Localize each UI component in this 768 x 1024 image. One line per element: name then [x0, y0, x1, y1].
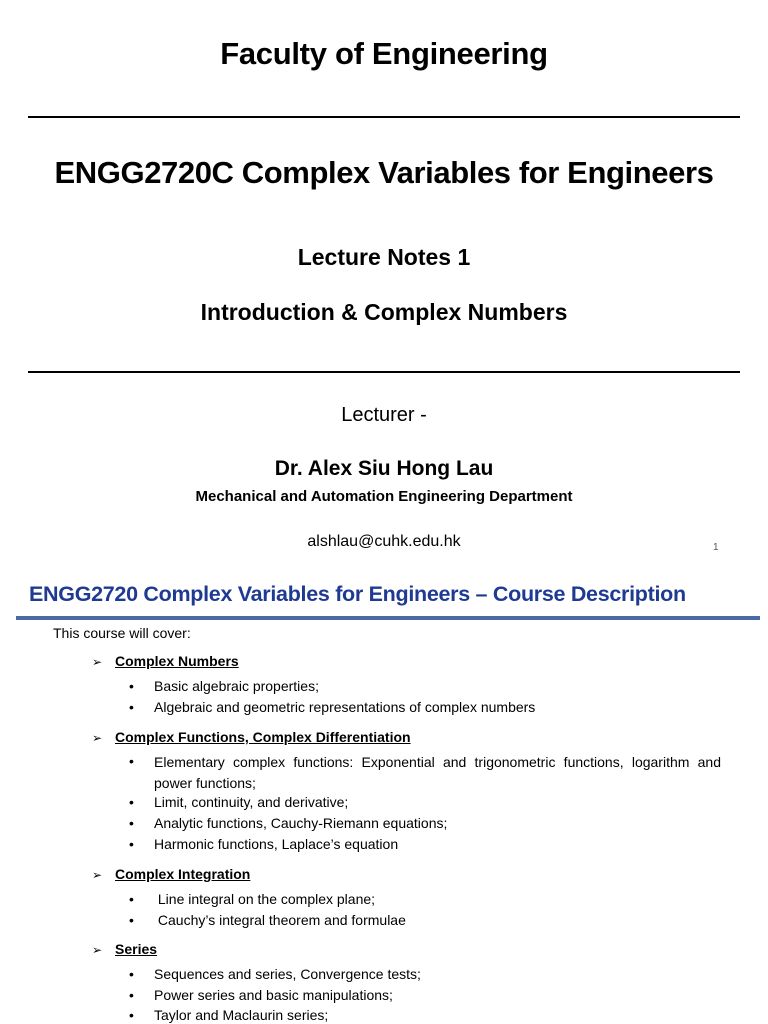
- bullet-icon: •: [129, 794, 134, 810]
- arrow-bullet-icon: ➢: [92, 868, 103, 882]
- arrow-bullet-icon: ➢: [92, 731, 103, 745]
- email: alshlau@cuhk.edu.hk: [307, 533, 461, 550]
- section-heading: ➢ Complex Integration: [92, 866, 251, 882]
- list-item: • Cauchy’s integral theorem and formulae: [129, 912, 406, 928]
- top-divider: [28, 116, 740, 118]
- list-item: Elementary complex functions: Exponential and trigonometric functions, logarithm and power functions;: [154, 754, 721, 791]
- lecture-number: Lecture Notes 1: [297, 244, 471, 270]
- bullet-icon: •: [129, 699, 134, 715]
- section-heading: ➢ Complex Numbers: [92, 653, 239, 669]
- bullet-icon: •: [129, 912, 134, 928]
- course-title: ENGG2720C Complex Variables for Engineers: [54, 155, 714, 190]
- section-heading: ➢ Complex Functions, Complex Differentiation: [92, 729, 411, 745]
- lecture-topic: Introduction & Complex Numbers: [200, 299, 568, 325]
- bullet-icon: •: [129, 753, 134, 769]
- list-item: • Basic algebraic properties;: [129, 678, 319, 694]
- bullet-icon: •: [129, 891, 134, 907]
- course-description-slide: [0, 566, 768, 1024]
- bullet-icon: •: [129, 836, 134, 852]
- intro-text: This course will cover:: [53, 625, 191, 641]
- bullet-icon: •: [129, 1007, 134, 1023]
- bullet-icon: •: [129, 678, 134, 694]
- list-item: • Taylor and Maclaurin series;: [129, 1007, 329, 1023]
- list-item: • Limit, continuity, and derivative;: [129, 794, 349, 810]
- list-item: • Line integral on the complex plane;: [129, 891, 376, 907]
- lecturer-name: Dr. Alex Siu Hong Lau: [274, 457, 494, 480]
- bottom-divider: [28, 371, 740, 373]
- arrow-bullet-icon: ➢: [92, 943, 103, 957]
- bullet-icon: •: [129, 966, 134, 982]
- section-heading: ➢ Series: [92, 941, 158, 957]
- bullet-icon: •: [129, 815, 134, 831]
- list-item: • Sequences and series, Convergence tests;: [129, 966, 421, 982]
- bullet-icon: •: [129, 987, 134, 1003]
- department: Mechanical and Automation Engineering Department: [195, 488, 573, 505]
- list-item: • Power series and basic manipulations;: [129, 987, 393, 1003]
- list-item: • Algebraic and geometric representations of complex numbers: [129, 699, 536, 715]
- title-underline: [16, 616, 760, 620]
- list-item: • Analytic functions, Cauchy-Riemann equations;: [129, 815, 448, 831]
- arrow-bullet-icon: ➢: [92, 655, 103, 669]
- faculty-heading: Faculty of Engineering: [220, 36, 548, 71]
- page-number: 1: [713, 542, 719, 553]
- slide-title: ENGG2720 Complex Variables for Engineers – Course Description: [29, 582, 686, 606]
- list-item: • Harmonic functions, Laplace’s equation: [129, 836, 399, 852]
- lecturer-label: Lecturer -: [341, 404, 427, 426]
